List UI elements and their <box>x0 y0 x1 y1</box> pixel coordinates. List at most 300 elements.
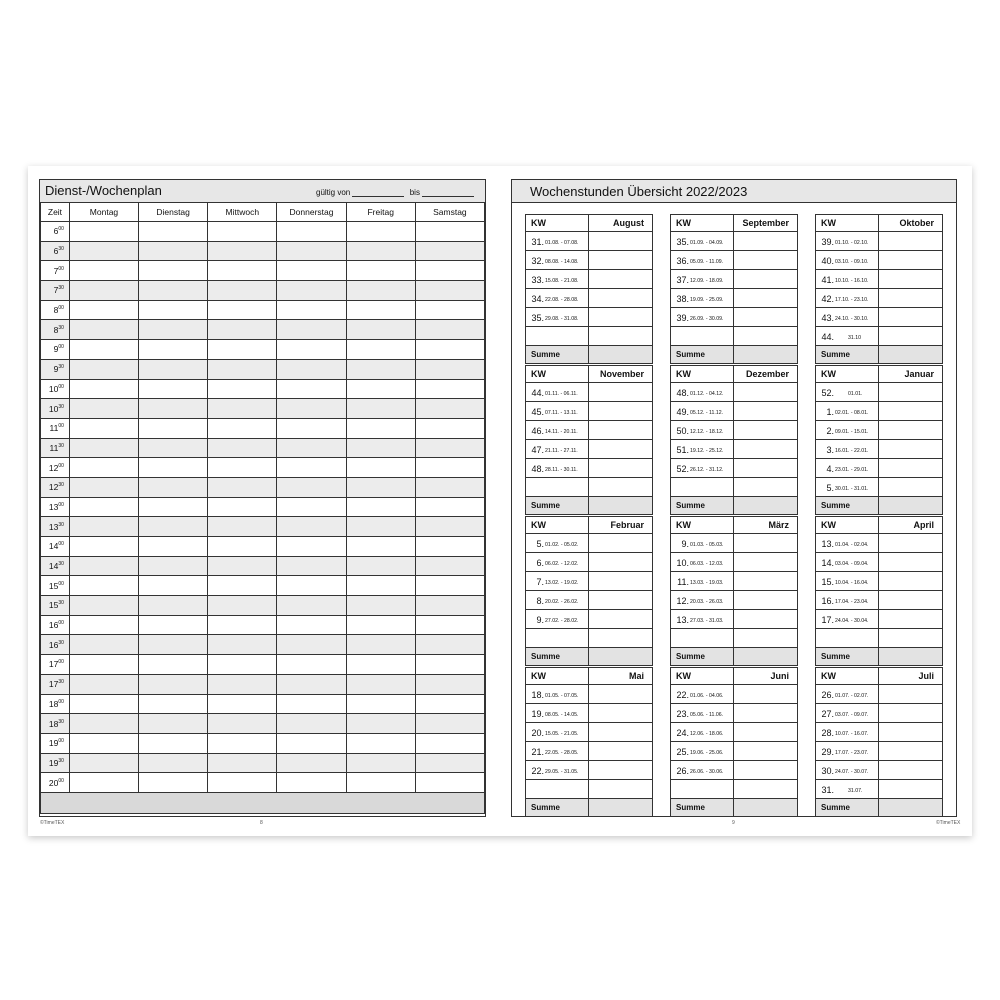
week-date-range: 06.03. - 12.03. <box>690 561 724 567</box>
summe-cell[interactable] <box>589 799 653 817</box>
schedule-cell[interactable] <box>346 300 415 320</box>
month-name: September <box>734 215 798 232</box>
hours-cell[interactable] <box>879 270 943 289</box>
schedule-cell[interactable] <box>277 576 346 596</box>
hours-cell[interactable] <box>589 327 653 346</box>
hours-cell[interactable] <box>879 610 943 629</box>
schedule-cell[interactable] <box>208 320 277 340</box>
hours-cell[interactable] <box>734 270 798 289</box>
schedule-cell[interactable] <box>139 674 208 694</box>
schedule-cell[interactable] <box>415 241 484 261</box>
schedule-cell[interactable] <box>415 773 484 793</box>
hours-cell[interactable] <box>879 761 943 780</box>
schedule-cell[interactable] <box>208 596 277 616</box>
schedule-cell[interactable] <box>277 222 346 242</box>
schedule-cell[interactable] <box>139 753 208 773</box>
schedule-cell[interactable] <box>69 714 138 734</box>
schedule-cell[interactable] <box>415 517 484 537</box>
summe-cell[interactable] <box>879 497 943 515</box>
schedule-cell[interactable] <box>415 694 484 714</box>
hours-cell[interactable] <box>879 289 943 308</box>
summe-label: Summe <box>816 799 879 817</box>
schedule-row <box>41 261 485 281</box>
schedule-cell[interactable] <box>139 517 208 537</box>
schedule-cell[interactable] <box>208 556 277 576</box>
schedule-cell[interactable] <box>69 655 138 675</box>
schedule-cell[interactable] <box>139 418 208 438</box>
week-label <box>671 251 734 270</box>
schedule-cell[interactable] <box>415 438 484 458</box>
schedule-cell[interactable] <box>277 733 346 753</box>
hours-cell[interactable] <box>879 308 943 327</box>
schedule-cell[interactable] <box>346 556 415 576</box>
week-date-range: 29.05. - 31.05. <box>545 769 579 775</box>
hours-cell[interactable] <box>879 421 943 440</box>
hours-cell[interactable] <box>589 232 653 251</box>
hours-cell[interactable] <box>734 440 798 459</box>
schedule-cell[interactable] <box>415 458 484 478</box>
hours-cell[interactable] <box>589 534 653 553</box>
schedule-cell[interactable] <box>208 517 277 537</box>
hours-cell[interactable] <box>734 761 798 780</box>
week-date-range: 23.01. - 29.01. <box>835 467 869 473</box>
hours-cell[interactable] <box>734 327 798 346</box>
schedule-cell[interactable] <box>69 733 138 753</box>
schedule-cell[interactable] <box>139 497 208 517</box>
hours-cell[interactable] <box>879 685 943 704</box>
month-name: Februar <box>589 517 653 534</box>
week-row <box>526 402 653 421</box>
hours-cell[interactable] <box>734 232 798 251</box>
schedule-cell[interactable] <box>277 773 346 793</box>
schedule-cell[interactable] <box>277 674 346 694</box>
schedule-cell[interactable] <box>69 694 138 714</box>
schedule-cell[interactable] <box>415 222 484 242</box>
week-row <box>816 383 943 402</box>
week-number: 14. <box>821 558 834 568</box>
schedule-cell[interactable] <box>139 261 208 281</box>
schedule-cell[interactable] <box>346 733 415 753</box>
schedule-cell[interactable] <box>346 241 415 261</box>
schedule-cell[interactable] <box>69 537 138 557</box>
schedule-cell[interactable] <box>415 320 484 340</box>
schedule-cell[interactable] <box>415 477 484 497</box>
schedule-cell[interactable] <box>208 340 277 360</box>
schedule-cell[interactable] <box>69 674 138 694</box>
week-label <box>526 704 589 723</box>
schedule-cell[interactable] <box>415 300 484 320</box>
hours-cell[interactable] <box>589 478 653 497</box>
schedule-cell[interactable] <box>69 615 138 635</box>
week-label <box>671 440 734 459</box>
hours-cell[interactable] <box>734 780 798 799</box>
hours-cell[interactable] <box>734 704 798 723</box>
schedule-cell[interactable] <box>139 222 208 242</box>
schedule-cell[interactable] <box>139 556 208 576</box>
schedule-cell[interactable] <box>139 438 208 458</box>
hours-cell[interactable] <box>879 232 943 251</box>
schedule-cell[interactable] <box>277 497 346 517</box>
schedule-cell[interactable] <box>415 556 484 576</box>
schedule-cell[interactable] <box>346 596 415 616</box>
schedule-cell[interactable] <box>139 596 208 616</box>
hours-cell[interactable] <box>589 402 653 421</box>
week-number: 32. <box>531 256 544 266</box>
schedule-cell[interactable] <box>277 379 346 399</box>
schedule-cell[interactable] <box>346 222 415 242</box>
hours-cell[interactable] <box>734 572 798 591</box>
hours-cell[interactable] <box>734 723 798 742</box>
hours-cell[interactable] <box>734 629 798 648</box>
schedule-cell[interactable] <box>139 635 208 655</box>
week-label <box>671 572 734 591</box>
summe-cell[interactable] <box>589 346 653 364</box>
schedule-cell[interactable] <box>415 635 484 655</box>
schedule-cell[interactable] <box>277 261 346 281</box>
hours-cell[interactable] <box>879 572 943 591</box>
hours-cell[interactable] <box>589 459 653 478</box>
hours-cell[interactable] <box>734 308 798 327</box>
schedule-cell[interactable] <box>415 340 484 360</box>
hours-cell[interactable] <box>879 327 943 346</box>
hours-cell[interactable] <box>879 723 943 742</box>
week-row <box>816 761 943 780</box>
summe-cell[interactable] <box>734 346 798 364</box>
hours-cell[interactable] <box>734 402 798 421</box>
hours-cell[interactable] <box>879 534 943 553</box>
time-label: $12^{00}$ <box>41 458 70 478</box>
schedule-cell[interactable] <box>415 359 484 379</box>
summe-cell[interactable] <box>734 497 798 515</box>
schedule-cell[interactable] <box>346 399 415 419</box>
hours-cell[interactable] <box>589 610 653 629</box>
schedule-cell[interactable] <box>277 300 346 320</box>
week-row <box>671 308 798 327</box>
schedule-cell[interactable] <box>346 773 415 793</box>
schedule-cell[interactable] <box>208 576 277 596</box>
hours-cell[interactable] <box>589 761 653 780</box>
schedule-cell[interactable] <box>346 281 415 301</box>
hours-cell[interactable] <box>879 478 943 497</box>
schedule-cell[interactable] <box>208 714 277 734</box>
hours-cell[interactable] <box>879 459 943 478</box>
schedule-cell[interactable] <box>415 418 484 438</box>
schedule-cell[interactable] <box>415 399 484 419</box>
schedule-cell[interactable] <box>69 359 138 379</box>
schedule-cell[interactable] <box>69 418 138 438</box>
schedule-cell[interactable] <box>139 458 208 478</box>
time-label: $15^{30}$ <box>41 596 70 616</box>
schedule-cell[interactable] <box>346 438 415 458</box>
schedule-cell[interactable] <box>415 596 484 616</box>
hours-cell[interactable] <box>734 553 798 572</box>
hours-cell[interactable] <box>734 742 798 761</box>
hours-cell[interactable] <box>589 440 653 459</box>
schedule-cell[interactable] <box>139 241 208 261</box>
hours-cell[interactable] <box>589 742 653 761</box>
schedule-cell[interactable] <box>139 320 208 340</box>
hours-cell[interactable] <box>879 591 943 610</box>
schedule-cell[interactable] <box>69 399 138 419</box>
schedule-cell[interactable] <box>208 477 277 497</box>
week-date-range: 01.04. - 02.04. <box>835 542 869 548</box>
schedule-cell[interactable] <box>139 477 208 497</box>
schedule-cell[interactable] <box>277 753 346 773</box>
schedule-cell[interactable] <box>69 261 138 281</box>
schedule-cell[interactable] <box>415 615 484 635</box>
time-label: $14^{00}$ <box>41 537 70 557</box>
schedule-cell[interactable] <box>139 359 208 379</box>
schedule-cell[interactable] <box>415 655 484 675</box>
schedule-cell[interactable] <box>69 340 138 360</box>
schedule-cell[interactable] <box>139 379 208 399</box>
week-number: 25. <box>676 747 689 757</box>
schedule-cell[interactable] <box>208 655 277 675</box>
hours-cell[interactable] <box>879 629 943 648</box>
hours-cell[interactable] <box>734 610 798 629</box>
hours-cell[interactable] <box>879 553 943 572</box>
schedule-cell[interactable] <box>415 753 484 773</box>
schedule-cell[interactable] <box>208 399 277 419</box>
summe-cell[interactable] <box>879 648 943 666</box>
schedule-cell[interactable] <box>346 320 415 340</box>
week-row <box>816 289 943 308</box>
schedule-cell[interactable] <box>415 379 484 399</box>
week-row <box>671 685 798 704</box>
schedule-cell[interactable] <box>346 753 415 773</box>
hours-cell[interactable] <box>734 289 798 308</box>
schedule-cell[interactable] <box>346 615 415 635</box>
schedule-cell[interactable] <box>277 537 346 557</box>
kw-header: KW <box>816 215 879 232</box>
schedule-cell[interactable] <box>69 576 138 596</box>
hours-cell[interactable] <box>734 478 798 497</box>
schedule-cell[interactable] <box>139 694 208 714</box>
schedule-cell[interactable] <box>139 655 208 675</box>
schedule-row <box>41 694 485 714</box>
summe-cell[interactable] <box>589 648 653 666</box>
summe-cell[interactable] <box>589 497 653 515</box>
hours-cell[interactable] <box>589 685 653 704</box>
hours-cell[interactable] <box>589 421 653 440</box>
hours-cell[interactable] <box>589 591 653 610</box>
week-number: 26. <box>821 690 834 700</box>
schedule-cell[interactable] <box>415 497 484 517</box>
hours-cell[interactable] <box>879 440 943 459</box>
schedule-cell[interactable] <box>277 655 346 675</box>
schedule-cell[interactable] <box>277 477 346 497</box>
schedule-cell[interactable] <box>277 556 346 576</box>
week-label <box>816 610 879 629</box>
week-date-range: 07.11. - 13.11. <box>545 410 578 416</box>
hours-cell[interactable] <box>879 742 943 761</box>
schedule-cell[interactable] <box>69 753 138 773</box>
hours-cell[interactable] <box>734 421 798 440</box>
hours-cell[interactable] <box>589 289 653 308</box>
schedule-cell[interactable] <box>208 694 277 714</box>
week-number: 22. <box>531 766 544 776</box>
schedule-cell[interactable] <box>208 615 277 635</box>
hours-cell[interactable] <box>879 402 943 421</box>
hours-cell[interactable] <box>879 383 943 402</box>
schedule-cell[interactable] <box>346 635 415 655</box>
schedule-cell[interactable] <box>277 694 346 714</box>
valid-from-field[interactable] <box>352 189 404 197</box>
summe-cell[interactable] <box>879 346 943 364</box>
month-name: August <box>589 215 653 232</box>
schedule-cell[interactable] <box>346 340 415 360</box>
schedule-cell[interactable] <box>277 340 346 360</box>
schedule-cell[interactable] <box>277 596 346 616</box>
week-label <box>526 478 589 497</box>
week-label <box>816 723 879 742</box>
schedule-cell[interactable] <box>69 635 138 655</box>
summe-cell[interactable] <box>734 648 798 666</box>
schedule-cell[interactable] <box>277 320 346 340</box>
summe-cell[interactable] <box>879 799 943 817</box>
schedule-cell[interactable] <box>139 340 208 360</box>
schedule-cell[interactable] <box>415 281 484 301</box>
schedule-cell[interactable] <box>208 222 277 242</box>
hours-cell[interactable] <box>589 629 653 648</box>
hours-cell[interactable] <box>879 704 943 723</box>
schedule-cell[interactable] <box>69 222 138 242</box>
schedule-cell[interactable] <box>415 261 484 281</box>
schedule-cell[interactable] <box>277 438 346 458</box>
schedule-cell[interactable] <box>208 300 277 320</box>
schedule-cell[interactable] <box>208 241 277 261</box>
week-number: 44. <box>821 332 834 342</box>
schedule-cell[interactable] <box>208 635 277 655</box>
hours-cell[interactable] <box>734 685 798 704</box>
hours-cell[interactable] <box>589 780 653 799</box>
summe-cell[interactable] <box>734 799 798 817</box>
schedule-cell[interactable] <box>208 261 277 281</box>
week-label <box>526 327 589 346</box>
hours-cell[interactable] <box>589 723 653 742</box>
hours-cell[interactable] <box>879 251 943 270</box>
hours-cell[interactable] <box>589 270 653 289</box>
schedule-cell[interactable] <box>208 753 277 773</box>
hours-cell[interactable] <box>589 553 653 572</box>
schedule-cell[interactable] <box>139 399 208 419</box>
hours-cell[interactable] <box>734 534 798 553</box>
schedule-cell[interactable] <box>208 497 277 517</box>
schedule-cell[interactable] <box>277 458 346 478</box>
hours-cell[interactable] <box>734 459 798 478</box>
schedule-cell[interactable] <box>277 399 346 419</box>
hours-cell[interactable] <box>589 251 653 270</box>
schedule-cell[interactable] <box>69 320 138 340</box>
schedule-cell[interactable] <box>208 773 277 793</box>
week-date-range: 01.08. - 07.08. <box>545 240 579 246</box>
schedule-cell[interactable] <box>69 556 138 576</box>
schedule-cell[interactable] <box>208 418 277 438</box>
schedule-cell[interactable] <box>208 438 277 458</box>
schedule-cell[interactable] <box>277 281 346 301</box>
schedule-cell[interactable] <box>346 576 415 596</box>
schedule-cell[interactable] <box>346 694 415 714</box>
schedule-cell[interactable] <box>69 497 138 517</box>
hours-cell[interactable] <box>734 383 798 402</box>
schedule-cell[interactable] <box>69 281 138 301</box>
schedule-cell[interactable] <box>415 576 484 596</box>
schedule-cell[interactable] <box>208 379 277 399</box>
schedule-cell[interactable] <box>277 635 346 655</box>
schedule-cell[interactable] <box>139 615 208 635</box>
schedule-cell[interactable] <box>346 458 415 478</box>
schedule-cell[interactable] <box>69 517 138 537</box>
hours-cell[interactable] <box>589 383 653 402</box>
schedule-cell[interactable] <box>69 379 138 399</box>
schedule-cell[interactable] <box>346 477 415 497</box>
hours-cell[interactable] <box>879 780 943 799</box>
schedule-cell[interactable] <box>277 615 346 635</box>
schedule-cell[interactable] <box>277 359 346 379</box>
schedule-cell[interactable] <box>69 773 138 793</box>
schedule-cell[interactable] <box>346 359 415 379</box>
kw-header: KW <box>816 517 879 534</box>
schedule-cell[interactable] <box>415 674 484 694</box>
valid-to-field[interactable] <box>422 189 474 197</box>
schedule-cell[interactable] <box>346 714 415 734</box>
schedule-cell[interactable] <box>208 281 277 301</box>
schedule-cell[interactable] <box>277 241 346 261</box>
schedule-cell[interactable] <box>208 537 277 557</box>
schedule-cell[interactable] <box>139 714 208 734</box>
schedule-cell[interactable] <box>139 773 208 793</box>
schedule-cell[interactable] <box>346 379 415 399</box>
schedule-cell[interactable] <box>139 300 208 320</box>
schedule-cell[interactable] <box>346 497 415 517</box>
schedule-cell[interactable] <box>208 458 277 478</box>
schedule-cell[interactable] <box>415 714 484 734</box>
schedule-cell[interactable] <box>346 674 415 694</box>
schedule-cell[interactable] <box>415 537 484 557</box>
month-name: März <box>734 517 798 534</box>
schedule-cell[interactable] <box>139 537 208 557</box>
schedule-cell[interactable] <box>346 418 415 438</box>
schedule-cell[interactable] <box>277 517 346 537</box>
week-row <box>671 459 798 478</box>
schedule-cell[interactable] <box>346 261 415 281</box>
schedule-cell[interactable] <box>346 537 415 557</box>
schedule-cell[interactable] <box>277 714 346 734</box>
schedule-cell[interactable] <box>69 477 138 497</box>
schedule-cell[interactable] <box>139 733 208 753</box>
schedule-cell[interactable] <box>277 418 346 438</box>
schedule-cell[interactable] <box>139 576 208 596</box>
hours-cell[interactable] <box>734 591 798 610</box>
schedule-cell[interactable] <box>139 281 208 301</box>
schedule-cell[interactable] <box>208 733 277 753</box>
schedule-cell[interactable] <box>208 359 277 379</box>
schedule-cell[interactable] <box>346 655 415 675</box>
hours-cell[interactable] <box>589 704 653 723</box>
schedule-cell[interactable] <box>69 241 138 261</box>
schedule-cell[interactable] <box>346 517 415 537</box>
hours-cell[interactable] <box>589 308 653 327</box>
week-number: 51. <box>676 445 689 455</box>
schedule-cell[interactable] <box>208 674 277 694</box>
schedule-cell[interactable] <box>69 458 138 478</box>
schedule-cell[interactable] <box>69 300 138 320</box>
schedule-cell[interactable] <box>415 733 484 753</box>
hours-cell[interactable] <box>589 572 653 591</box>
hours-cell[interactable] <box>734 251 798 270</box>
schedule-cell[interactable] <box>69 438 138 458</box>
schedule-cell[interactable] <box>69 596 138 616</box>
